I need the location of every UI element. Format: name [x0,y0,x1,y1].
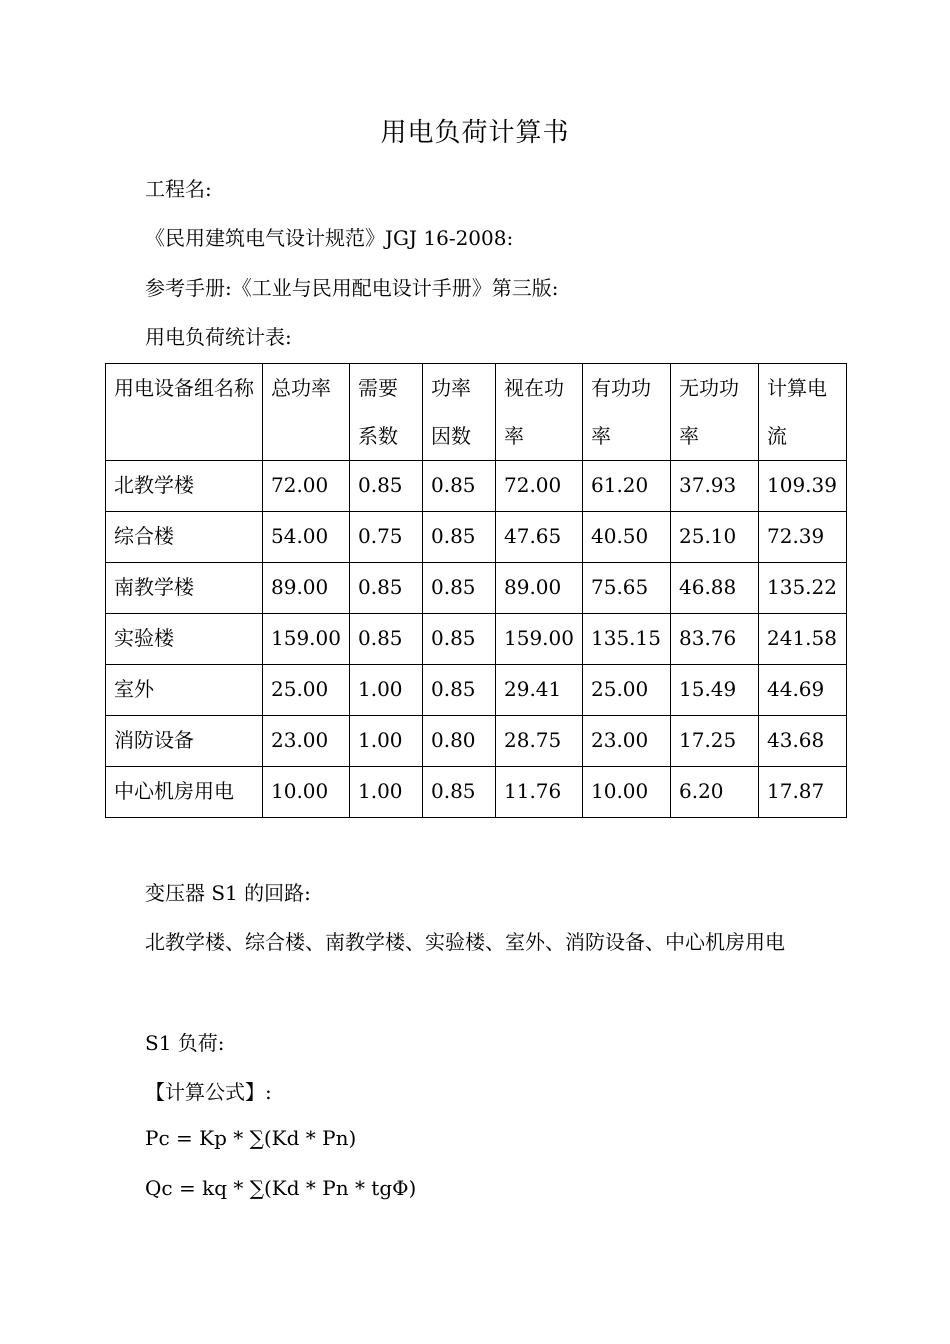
cell-reactive-power: 37.93 [671,461,759,512]
cell-power-factor: 0.85 [423,461,496,512]
standard-reference-line: 《民用建筑电气设计规范》JGJ 16-2008: [145,226,514,250]
table-row [106,614,847,665]
table-row [106,665,847,716]
cell-active-power: 61.20 [583,461,671,512]
table-row [106,716,847,767]
cell-power-factor: 0.85 [423,512,496,563]
cell-active-power: 40.50 [583,512,671,563]
cell-apparent-power: 47.65 [496,512,583,563]
table-header-row [106,364,847,461]
cell-apparent-power: 11.76 [496,767,583,818]
cell-total-power: 23.00 [263,716,350,767]
document-title: 用电负荷计算书 [380,118,570,148]
cell-power-factor: 0.85 [423,767,496,818]
formula-heading: 【计算公式】: [145,1080,272,1104]
cell-power-factor: 0.80 [423,716,496,767]
cell-name: 综合楼 [106,512,263,563]
table-caption: 用电负荷统计表: [145,325,292,349]
cell-demand-factor: 0.85 [350,461,423,512]
table-row [106,461,847,512]
cell-reactive-power: 25.10 [671,512,759,563]
cell-active-power: 135.15 [583,614,671,665]
cell-demand-factor: 1.00 [350,665,423,716]
cell-current: 44.69 [759,665,847,716]
cell-name: 消防设备 [106,716,263,767]
cell-power-factor: 0.85 [423,563,496,614]
cell-demand-factor: 1.00 [350,716,423,767]
cell-current: 17.87 [759,767,847,818]
cell-power-factor: 0.85 [423,614,496,665]
cell-active-power: 10.00 [583,767,671,818]
table-row [106,563,847,614]
cell-total-power: 159.00 [263,614,350,665]
header-power-factor: 功率因数 [423,364,496,461]
cell-current: 109.39 [759,461,847,512]
project-name-line: 工程名: [145,177,212,201]
cell-power-factor: 0.85 [423,665,496,716]
header-apparent-power: 视在功率 [496,364,583,461]
cell-current: 43.68 [759,716,847,767]
table-row [106,767,847,818]
cell-total-power: 72.00 [263,461,350,512]
cell-current: 72.39 [759,512,847,563]
cell-total-power: 54.00 [263,512,350,563]
cell-reactive-power: 46.88 [671,563,759,614]
cell-apparent-power: 159.00 [496,614,583,665]
cell-apparent-power: 89.00 [496,563,583,614]
transformer-circuit-line: 变压器 S1 的回路: [145,881,311,905]
cell-current: 241.58 [759,614,847,665]
cell-reactive-power: 6.20 [671,767,759,818]
cell-name: 中心机房用电 [106,767,263,818]
cell-demand-factor: 1.00 [350,767,423,818]
table-row [106,512,847,563]
load-statistics-table [105,363,847,818]
circuit-list: 北教学楼、综合楼、南教学楼、实验楼、室外、消防设备、中心机房用电 [145,930,785,954]
formula-qc: Qc = kq * ∑(Kd * Pn * tgΦ) [145,1176,417,1200]
cell-name: 室外 [106,665,263,716]
cell-demand-factor: 0.75 [350,512,423,563]
cell-name: 南教学楼 [106,563,263,614]
cell-apparent-power: 72.00 [496,461,583,512]
cell-active-power: 23.00 [583,716,671,767]
cell-apparent-power: 29.41 [496,665,583,716]
header-equipment-group: 用电设备组名称 [106,364,263,461]
s1-load-line: S1 负荷: [145,1031,225,1055]
header-active-power: 有功功率 [583,364,671,461]
cell-active-power: 75.65 [583,563,671,614]
cell-reactive-power: 83.76 [671,614,759,665]
cell-current: 135.22 [759,563,847,614]
cell-name: 实验楼 [106,614,263,665]
manual-reference-line: 参考手册:《工业与民用配电设计手册》第三版: [145,276,559,300]
formula-pc: Pc = Kp * ∑(Kd * Pn) [145,1126,357,1150]
cell-total-power: 25.00 [263,665,350,716]
cell-total-power: 89.00 [263,563,350,614]
cell-name: 北教学楼 [106,461,263,512]
header-total-power: 总功率 [263,364,350,461]
cell-reactive-power: 17.25 [671,716,759,767]
cell-reactive-power: 15.49 [671,665,759,716]
cell-active-power: 25.00 [583,665,671,716]
header-reactive-power: 无功功率 [671,364,759,461]
cell-apparent-power: 28.75 [496,716,583,767]
cell-demand-factor: 0.85 [350,614,423,665]
header-demand-factor: 需要系数 [350,364,423,461]
cell-demand-factor: 0.85 [350,563,423,614]
cell-total-power: 10.00 [263,767,350,818]
header-calculated-current: 计算电流 [759,364,847,461]
